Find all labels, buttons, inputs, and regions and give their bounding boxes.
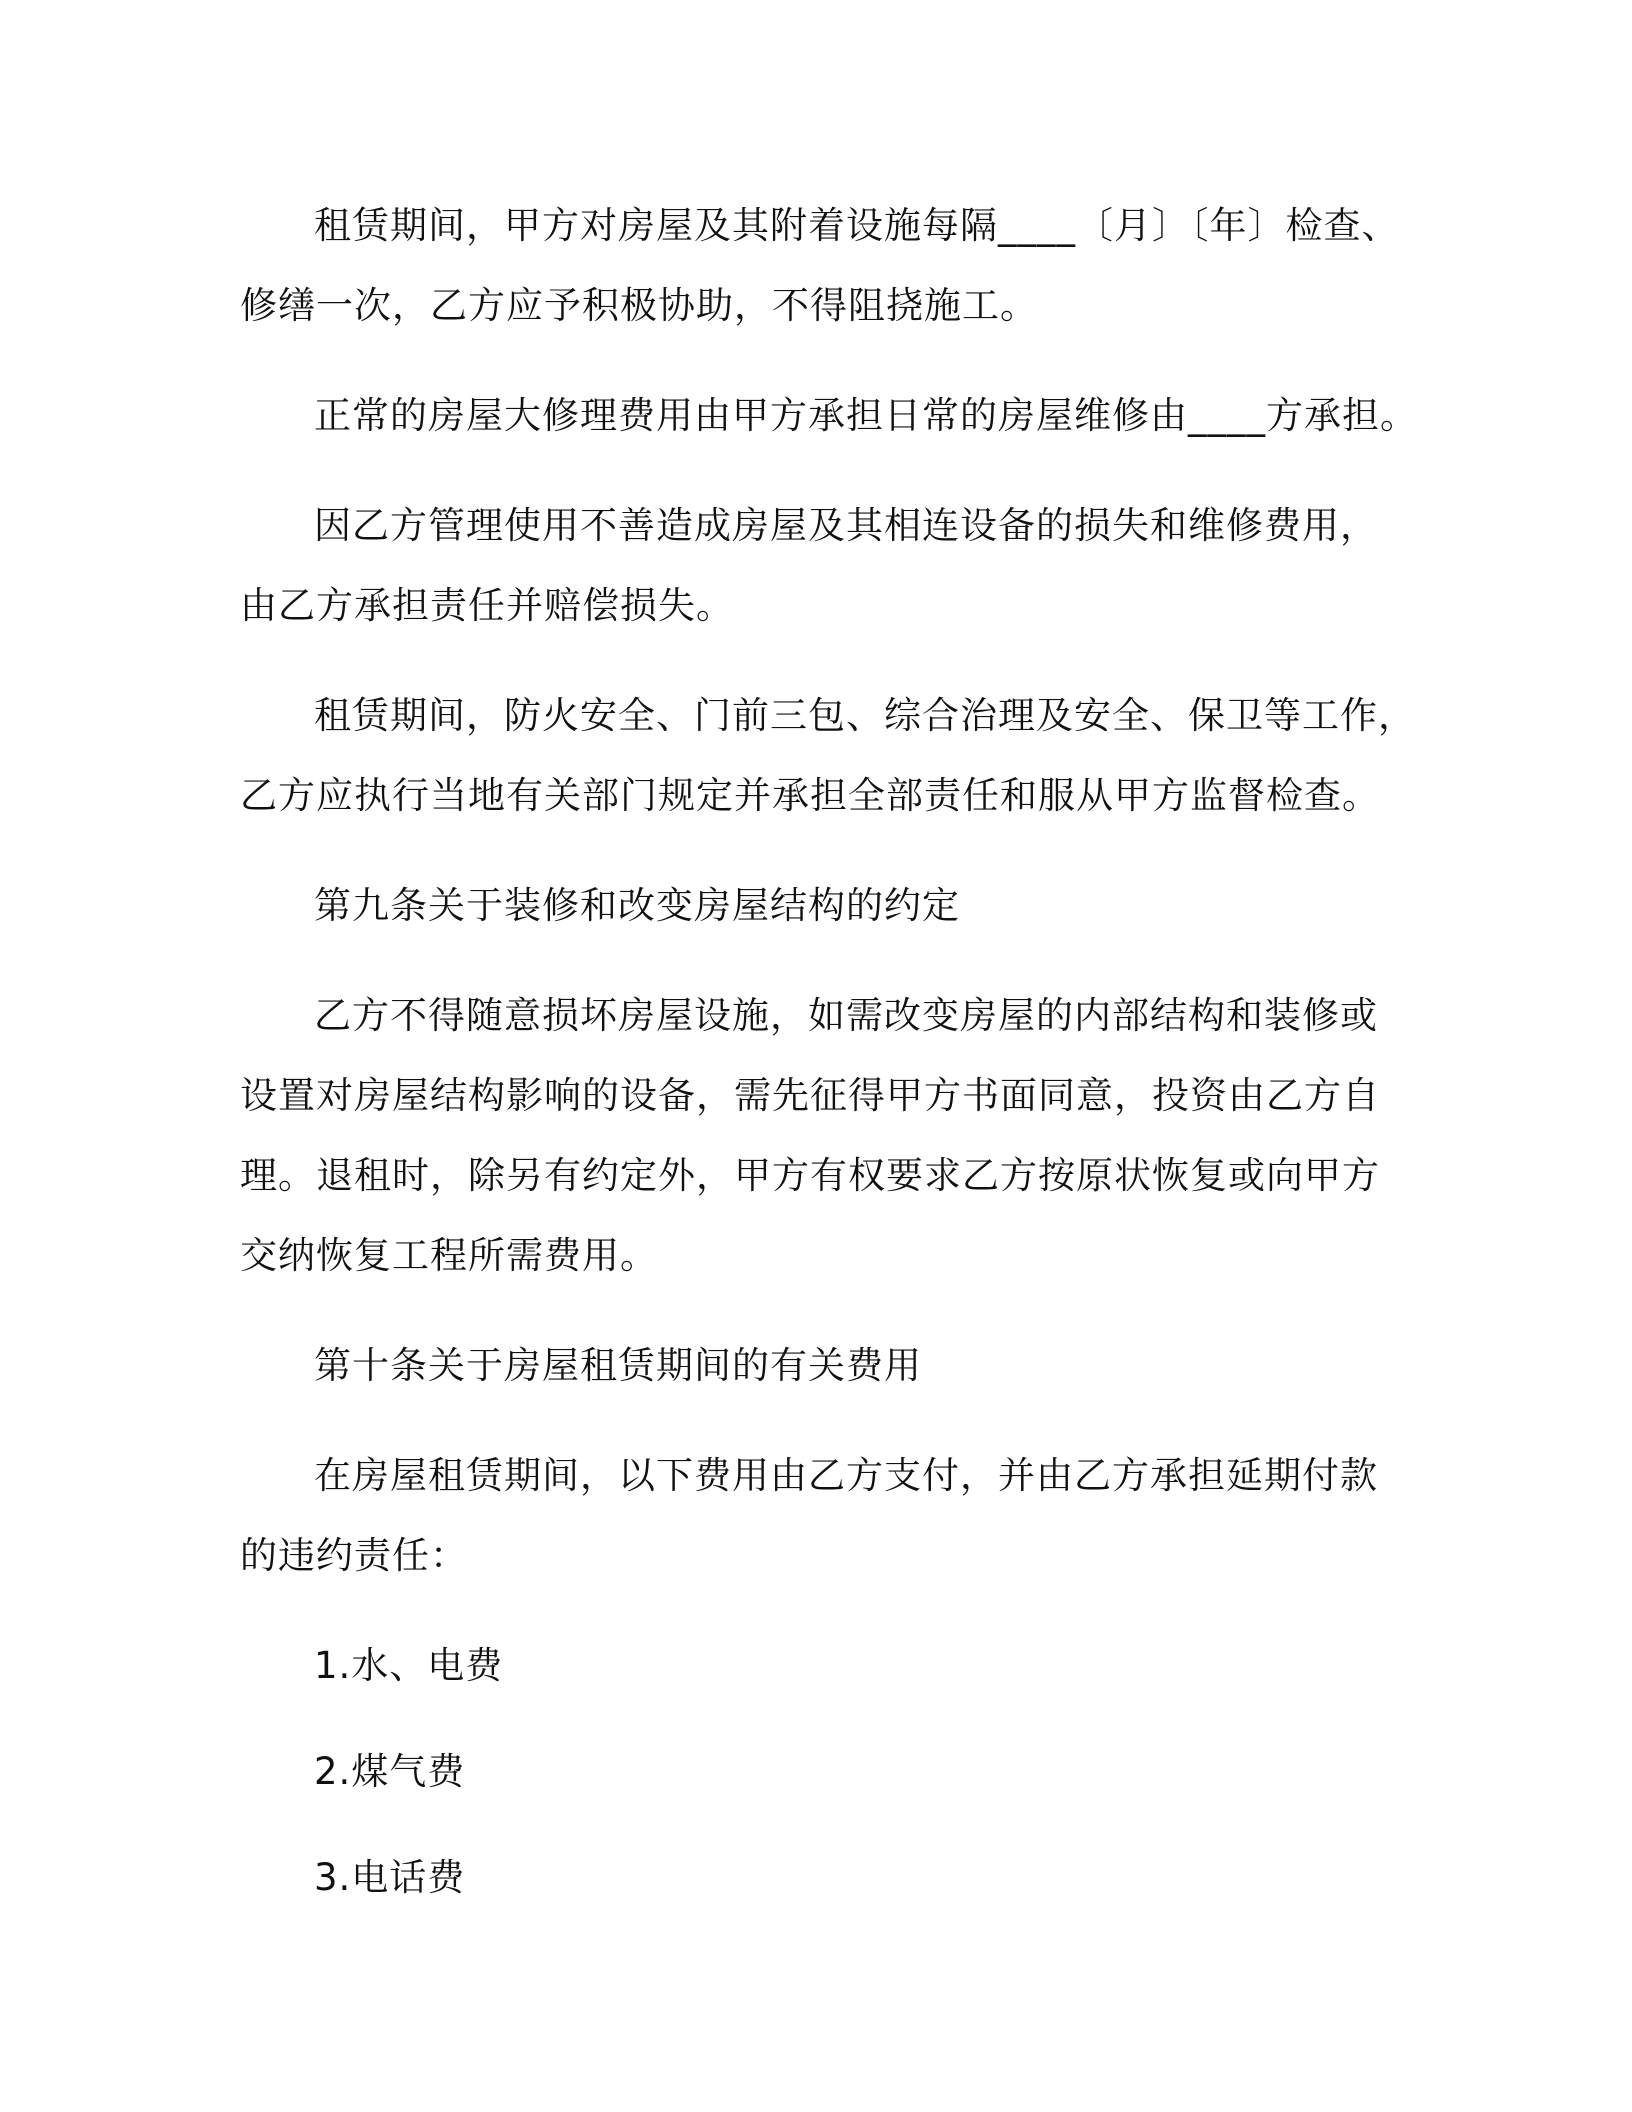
paragraph-line: 设置对房屋结构影响的设备，需先征得甲方书面同意，投资由乙方自 bbox=[240, 1074, 1380, 1117]
paragraph-line: 租赁期间，防火安全、门前三包、综合治理及安全、保卫等工作， bbox=[314, 694, 1416, 737]
paragraph-line: 正常的房屋大修理费用由甲方承担日常的房屋维修由____方承担。 bbox=[314, 394, 1418, 437]
paragraph-repair-costs bbox=[240, 376, 1418, 456]
article-nine-heading bbox=[240, 866, 1380, 946]
paragraph-line: 乙方应执行当地有关部门规定并承担全部责任和服从甲方监督检查。 bbox=[240, 774, 1380, 817]
list-item-telephone: 3.电话费 bbox=[314, 1856, 466, 1899]
paragraph-line: 的违约责任： bbox=[240, 1534, 468, 1577]
paragraph-line: 交纳恢复工程所需费用。 bbox=[240, 1234, 658, 1277]
paragraph-line: 因乙方管理使用不善造成房屋及其相连设备的损失和维修费用， bbox=[314, 504, 1378, 547]
list-item-water-electricity: 1.水、电费 bbox=[314, 1644, 504, 1687]
paragraph-line: 乙方不得随意损坏房屋设施，如需改变房屋的内部结构和装修或 bbox=[314, 994, 1378, 1037]
paragraph-line: 在房屋租赁期间，以下费用由乙方支付，并由乙方承担延期付款 bbox=[314, 1454, 1378, 1497]
paragraph-inspection bbox=[240, 186, 1400, 346]
paragraph-line: 修缮一次，乙方应予积极协助，不得阻挠施工。 bbox=[240, 284, 1038, 327]
paragraph-safety bbox=[240, 676, 1416, 836]
paragraph-damage-liability bbox=[240, 486, 1380, 646]
section-heading: 第九条关于装修和改变房屋结构的约定 bbox=[314, 884, 960, 927]
list-item-gas: 2.煤气费 bbox=[314, 1750, 466, 1793]
paragraph-fees bbox=[240, 1436, 1380, 1596]
paragraph-line: 理。退租时，除另有约定外，甲方有权要求乙方按原状恢复或向甲方 bbox=[240, 1154, 1380, 1197]
document-body bbox=[240, 186, 1418, 1944]
section-heading: 第十条关于房屋租赁期间的有关费用 bbox=[314, 1344, 922, 1387]
paragraph-line: 租赁期间，甲方对房屋及其附着设施每隔____〔月〕〔年〕检查、 bbox=[314, 204, 1400, 247]
paragraph-line: 由乙方承担责任并赔偿损失。 bbox=[240, 584, 734, 627]
paragraph-renovation bbox=[240, 976, 1380, 1296]
article-ten-heading bbox=[240, 1326, 1380, 1406]
